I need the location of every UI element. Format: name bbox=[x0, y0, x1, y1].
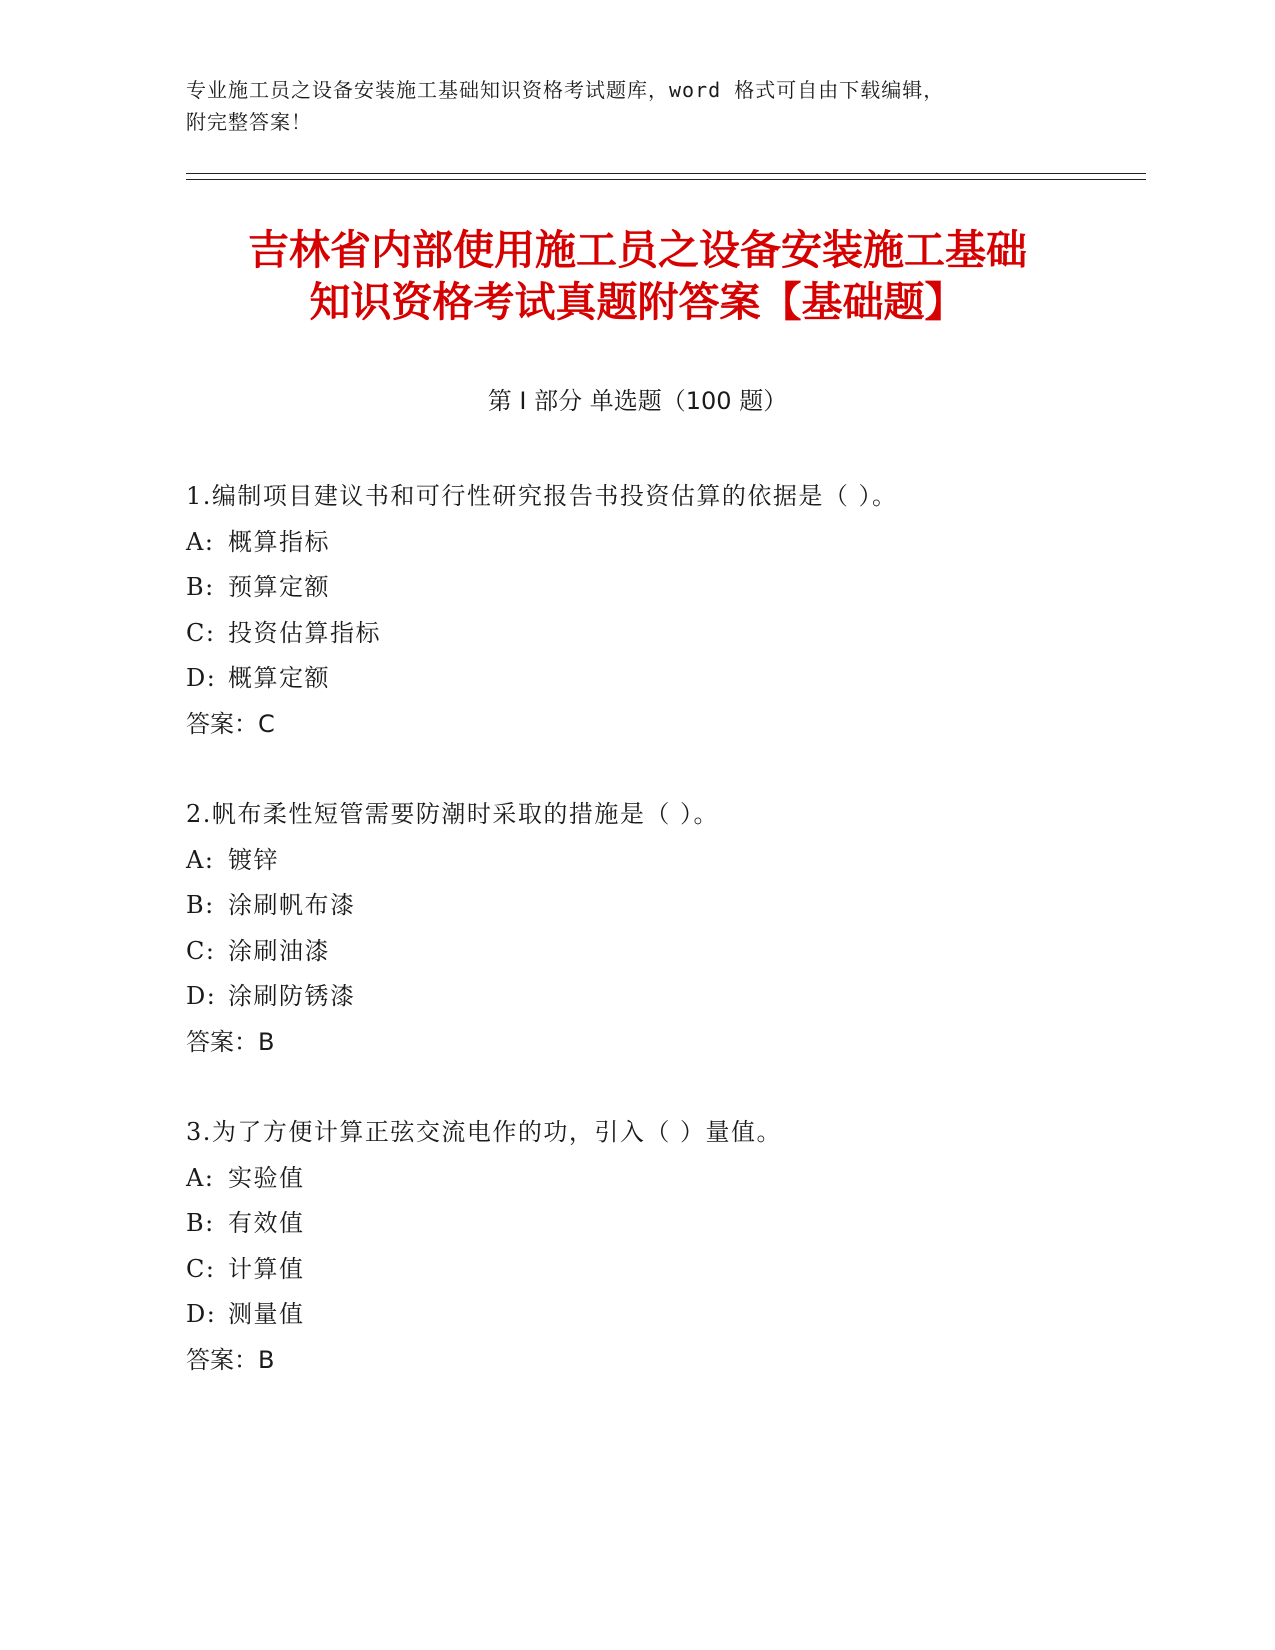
option-letter: B: bbox=[186, 573, 215, 601]
answer-line bbox=[186, 1020, 1126, 1066]
option-text: 投资估算指标 bbox=[228, 618, 381, 647]
option-c bbox=[186, 929, 1126, 975]
option-a bbox=[186, 1156, 1126, 1202]
question-item bbox=[186, 792, 1126, 1065]
option-text: 计算值 bbox=[228, 1254, 305, 1283]
question-stem: 2.帆布柔性短管需要防潮时采取的措施是（ ）。 bbox=[186, 800, 720, 828]
question-stem: 1.编制项目建议书和可行性研究报告书投资估算的依据是（ ）。 bbox=[186, 482, 898, 510]
header-divider-top bbox=[186, 173, 1146, 174]
question-item bbox=[186, 1110, 1126, 1383]
option-d bbox=[186, 656, 1126, 702]
answer-label: 答案： bbox=[186, 1345, 258, 1374]
option-letter: D: bbox=[186, 1300, 217, 1328]
question-list bbox=[186, 474, 1126, 1428]
option-letter: B: bbox=[186, 1209, 215, 1237]
option-text: 涂刷油漆 bbox=[228, 936, 330, 965]
option-letter: A: bbox=[186, 1163, 215, 1192]
option-c bbox=[186, 1247, 1126, 1293]
option-text: 有效值 bbox=[228, 1209, 305, 1237]
option-c bbox=[186, 611, 1126, 657]
answer-value: B bbox=[258, 1345, 275, 1374]
option-letter: C: bbox=[186, 618, 216, 647]
option-letter: C: bbox=[186, 1254, 216, 1283]
answer-value: C bbox=[258, 709, 275, 738]
option-letter: D: bbox=[186, 982, 217, 1010]
option-text: 预算定额 bbox=[228, 573, 330, 601]
question-item bbox=[186, 474, 1126, 747]
option-a bbox=[186, 838, 1126, 884]
answer-line bbox=[186, 1338, 1126, 1384]
option-text: 实验值 bbox=[228, 1163, 305, 1192]
option-letter: A: bbox=[186, 527, 215, 556]
option-text: 涂刷防锈漆 bbox=[228, 982, 356, 1010]
option-b bbox=[186, 1201, 1126, 1247]
option-d bbox=[186, 1292, 1126, 1338]
document-title-line-2: 知识资格考试真题附答案【基础题】 bbox=[309, 278, 966, 326]
option-letter: B: bbox=[186, 891, 215, 919]
option-text: 概算定额 bbox=[228, 664, 330, 692]
answer-label: 答案： bbox=[186, 1027, 258, 1056]
option-text: 测量值 bbox=[228, 1300, 305, 1328]
header-divider-bottom bbox=[186, 179, 1146, 180]
option-a bbox=[186, 520, 1126, 566]
document-title bbox=[150, 224, 1125, 328]
option-text: 概算指标 bbox=[228, 527, 330, 556]
option-b bbox=[186, 565, 1126, 611]
option-text: 涂刷帆布漆 bbox=[228, 891, 356, 919]
option-text: 镀锌 bbox=[228, 845, 279, 874]
answer-line bbox=[186, 702, 1126, 748]
answer-label: 答案： bbox=[186, 709, 258, 738]
question-stem: 3.为了方便计算正弦交流电作的功，引入（ ）量值。 bbox=[186, 1118, 783, 1146]
option-d bbox=[186, 974, 1126, 1020]
answer-value: B bbox=[258, 1027, 275, 1056]
document-header-note bbox=[186, 74, 1086, 138]
header-note-line-1: 专业施工员之设备安装施工基础知识资格考试题库，word 格式可自由下载编辑， bbox=[186, 78, 945, 102]
option-b bbox=[186, 883, 1126, 929]
option-letter: C: bbox=[186, 936, 216, 965]
document-title-line-1: 吉林省内部使用施工员之设备安装施工基础 bbox=[248, 226, 1027, 274]
option-letter: D: bbox=[186, 664, 217, 692]
section-heading: 第 I 部分 单选题（100 题） bbox=[487, 387, 788, 415]
option-letter: A: bbox=[186, 845, 215, 874]
header-note-line-2: 附完整答案！ bbox=[186, 110, 312, 134]
